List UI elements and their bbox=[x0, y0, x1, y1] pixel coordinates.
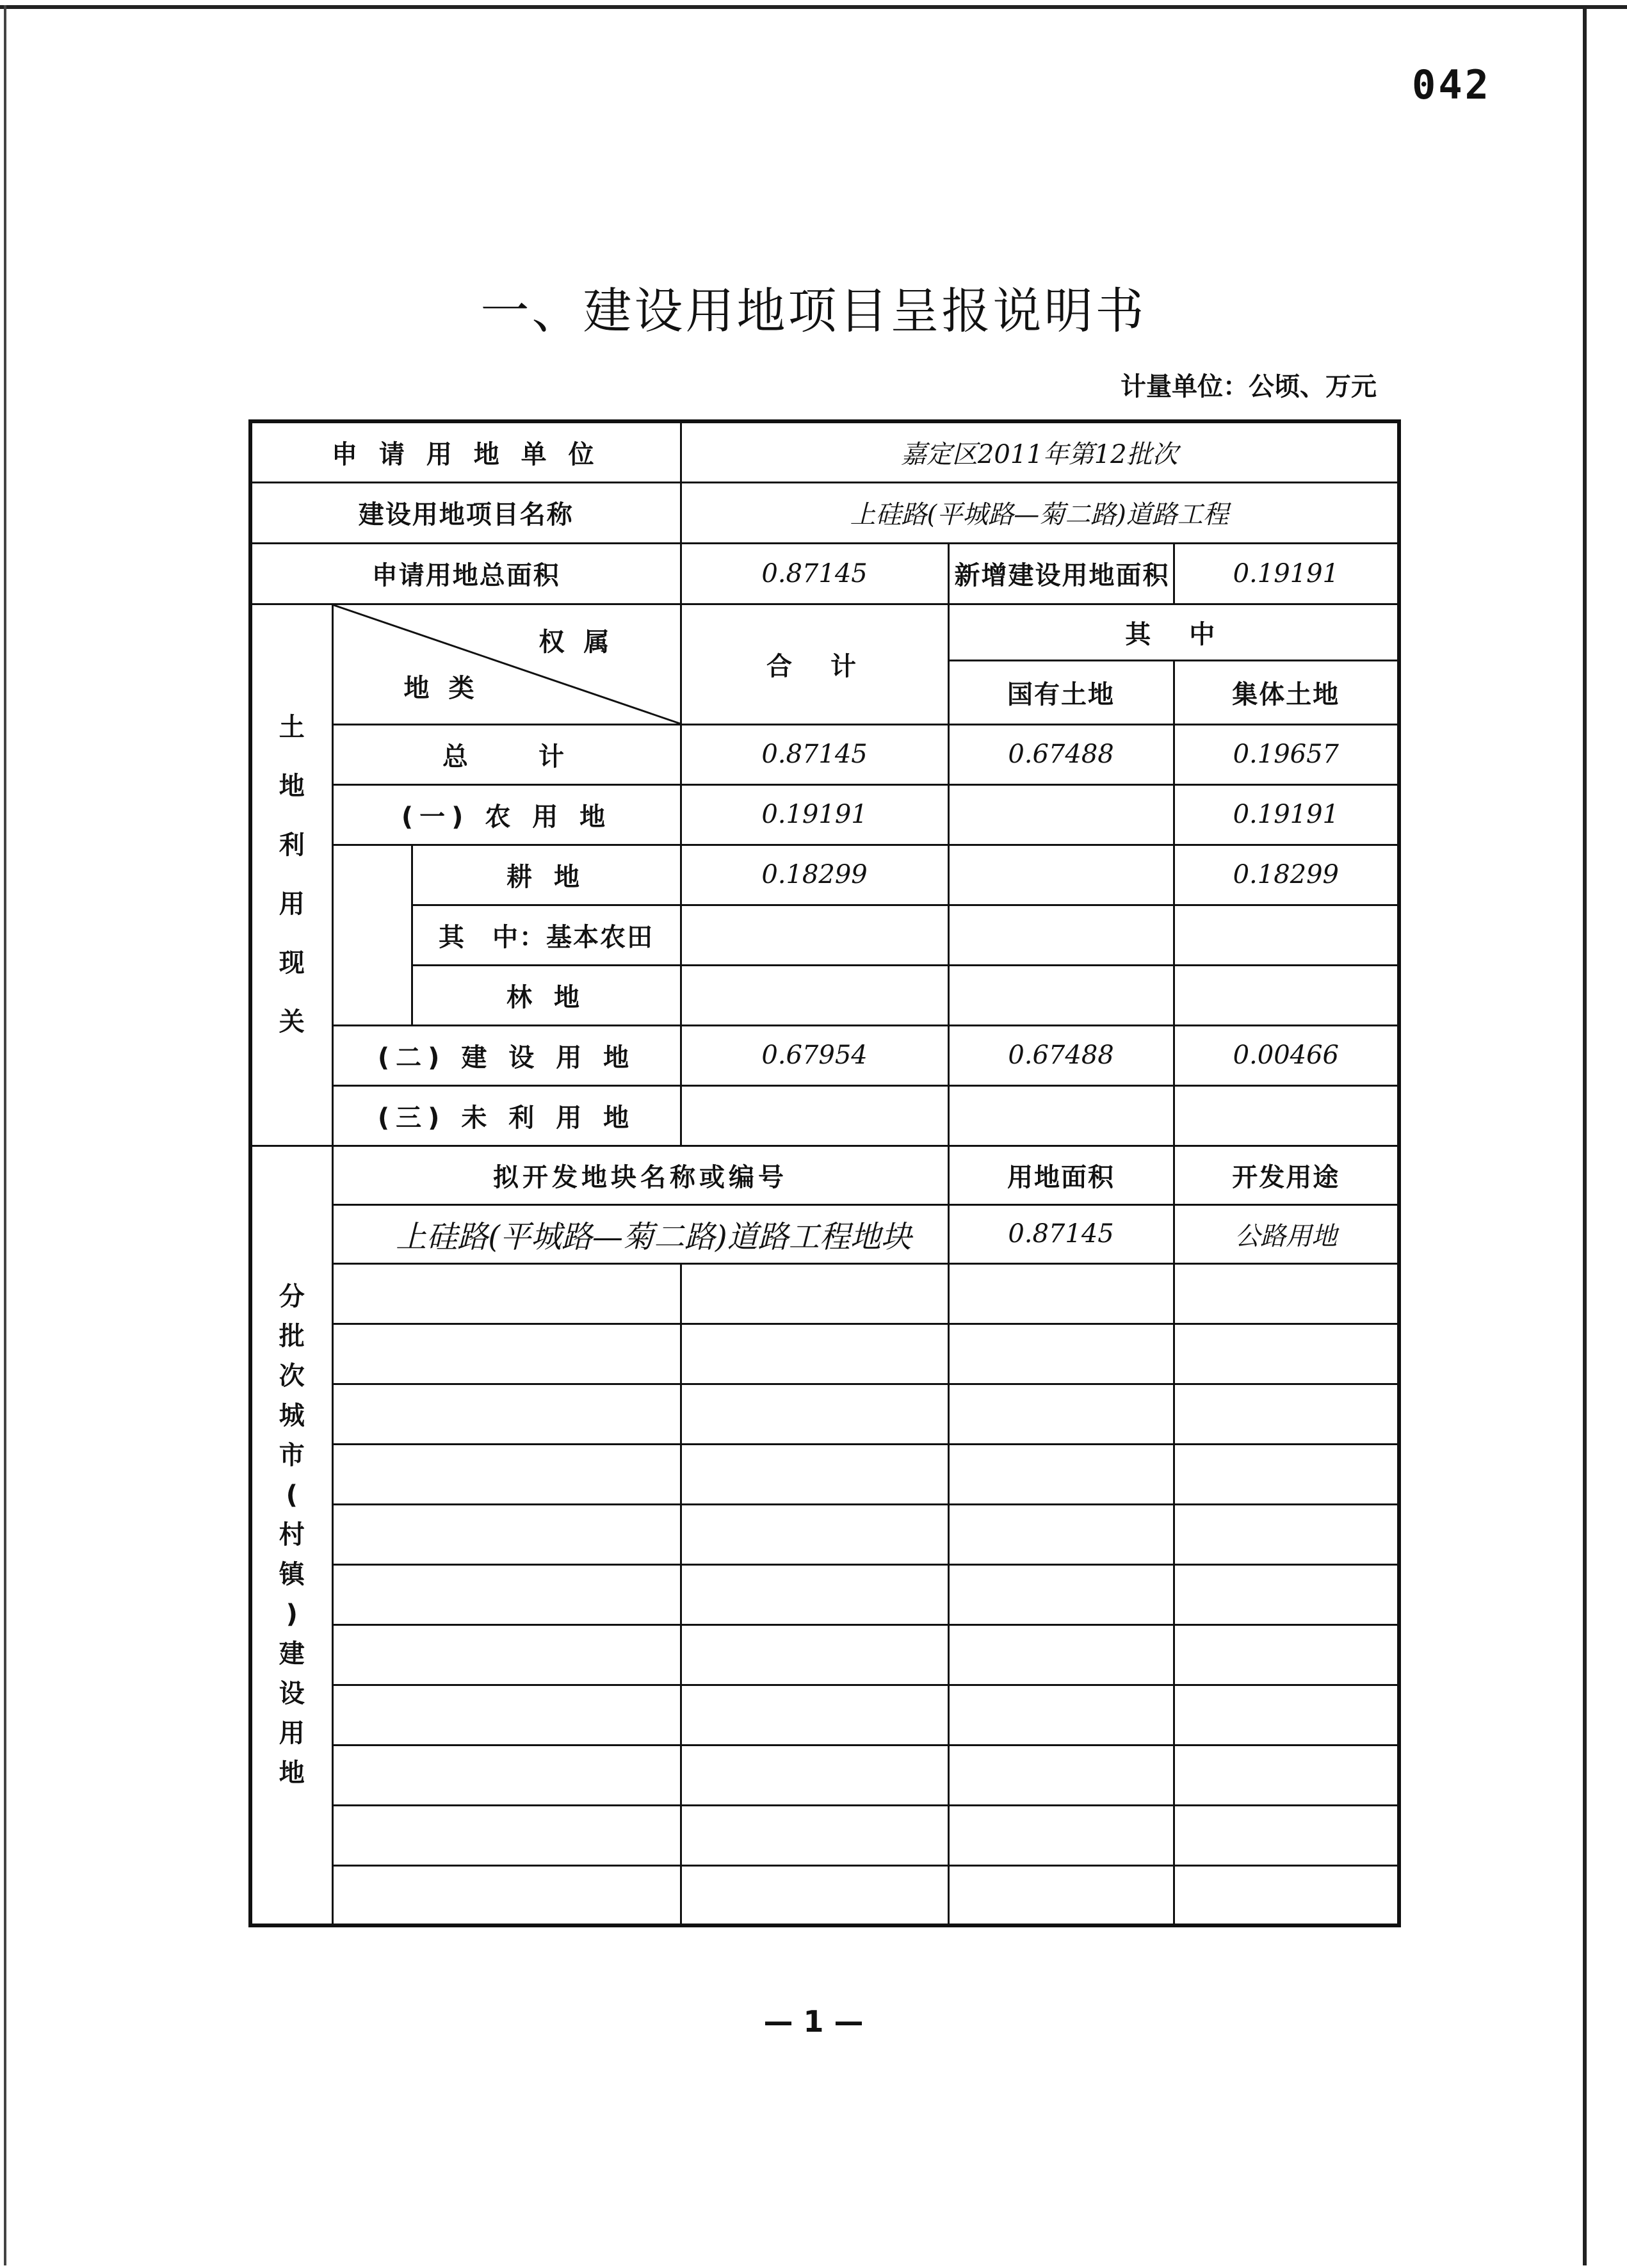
parcel-area: 0.87145 bbox=[948, 1204, 1174, 1263]
table-row bbox=[250, 1204, 1399, 1263]
row-total bbox=[681, 1085, 948, 1146]
applicant-row bbox=[250, 421, 1399, 482]
table-row bbox=[250, 1745, 1399, 1805]
table-row bbox=[250, 965, 1399, 1025]
diag-header-ownership: 权属 bbox=[538, 627, 629, 657]
row-label: 总 计 bbox=[332, 724, 681, 784]
row-label: 其 中：基本农田 bbox=[412, 905, 681, 965]
diag-header-landtype: 地类 bbox=[403, 673, 494, 703]
parcel-name: 上硅路(平城路—菊二路)道路工程地块 bbox=[332, 1204, 948, 1263]
table-row bbox=[250, 1324, 1399, 1384]
table-row bbox=[250, 1685, 1399, 1745]
col-collective-header: 集体土地 bbox=[1174, 660, 1399, 724]
footer-page-number: — 1 — bbox=[763, 2004, 864, 2039]
land-use-header-row-1 bbox=[250, 604, 1399, 660]
table-row bbox=[250, 905, 1399, 965]
table-row bbox=[250, 1865, 1399, 1925]
table-row bbox=[250, 1444, 1399, 1504]
row-label: (三) 未 利 用 地 bbox=[332, 1085, 681, 1146]
row-total: 0.19191 bbox=[681, 784, 948, 845]
new-area-label: 新增建设用地面积 bbox=[948, 543, 1174, 604]
row-collective: 0.18299 bbox=[1174, 845, 1399, 905]
row-state bbox=[948, 1085, 1174, 1146]
indent-spacer bbox=[332, 965, 412, 1025]
row-collective: 0.00466 bbox=[1174, 1025, 1399, 1085]
row-total: 0.18299 bbox=[681, 845, 948, 905]
row-state: 0.67488 bbox=[948, 1025, 1174, 1085]
table-row bbox=[250, 1263, 1399, 1324]
row-state bbox=[948, 965, 1174, 1025]
row-label: (一) 农 用 地 bbox=[332, 784, 681, 845]
row-total bbox=[681, 905, 948, 965]
parcels-side-label: 分 批 次 城 市 ( 村 镇 ) 建 设 用 地 bbox=[250, 1146, 332, 1925]
indent-spacer bbox=[332, 905, 412, 965]
row-state bbox=[948, 784, 1174, 845]
row-collective: 0.19191 bbox=[1174, 784, 1399, 845]
unit-note: 计量单位：公顷、万元 bbox=[1121, 372, 1377, 401]
table-row bbox=[250, 1384, 1399, 1444]
table-row bbox=[250, 1805, 1399, 1865]
page-border-left bbox=[4, 5, 6, 2265]
row-collective bbox=[1174, 905, 1399, 965]
table-row bbox=[250, 784, 1399, 845]
table-row bbox=[250, 845, 1399, 905]
application-form bbox=[248, 419, 1401, 1927]
row-state bbox=[948, 905, 1174, 965]
col-state-header: 国有土地 bbox=[948, 660, 1174, 724]
row-label: 林 地 bbox=[412, 965, 681, 1025]
area-row bbox=[250, 543, 1399, 604]
row-total bbox=[681, 965, 948, 1025]
parcel-use: 公路用地 bbox=[1174, 1204, 1399, 1263]
table-row bbox=[250, 1085, 1399, 1146]
project-label: 建设用地项目名称 bbox=[250, 482, 681, 543]
indent-spacer bbox=[332, 845, 412, 905]
page-border-top bbox=[0, 5, 1627, 9]
row-label: 耕 地 bbox=[412, 845, 681, 905]
land-use-side-label: 土 地 利 用 现 关 bbox=[250, 604, 332, 1146]
row-collective: 0.19657 bbox=[1174, 724, 1399, 784]
total-area-label: 申请用地总面积 bbox=[250, 543, 681, 604]
col-parcel-use-header: 开发用途 bbox=[1174, 1146, 1399, 1204]
applicant-value: 嘉定区2011年第12批次 bbox=[681, 421, 1399, 482]
col-qizhong-header: 其 中 bbox=[948, 604, 1399, 660]
col-total-header: 合 计 bbox=[681, 604, 948, 724]
table-row bbox=[250, 1564, 1399, 1624]
table-row bbox=[250, 1025, 1399, 1085]
applicant-label: 申 请 用 地 单 位 bbox=[250, 421, 681, 482]
project-row bbox=[250, 482, 1399, 543]
row-collective bbox=[1174, 1085, 1399, 1146]
row-state bbox=[948, 845, 1174, 905]
col-parcel-name-header: 拟开发地块名称或编号 bbox=[332, 1146, 948, 1204]
document-title: 一、建设用地项目呈报说明书 bbox=[480, 282, 1147, 339]
row-label: (二) 建 设 用 地 bbox=[332, 1025, 681, 1085]
col-parcel-area-header: 用地面积 bbox=[948, 1146, 1174, 1204]
diagonal-header-cell bbox=[332, 604, 681, 724]
row-collective bbox=[1174, 965, 1399, 1025]
project-value: 上硅路(平城路—菊二路)道路工程 bbox=[681, 482, 1399, 543]
row-state: 0.67488 bbox=[948, 724, 1174, 784]
page-border-right bbox=[1583, 5, 1587, 2265]
new-area-value: 0.19191 bbox=[1174, 543, 1399, 604]
total-area-value: 0.87145 bbox=[681, 543, 948, 604]
table-row bbox=[250, 1624, 1399, 1685]
table-row bbox=[250, 724, 1399, 784]
page-number: 042 bbox=[1412, 61, 1491, 108]
row-total: 0.87145 bbox=[681, 724, 948, 784]
row-total: 0.67954 bbox=[681, 1025, 948, 1085]
parcels-header-row bbox=[250, 1146, 1399, 1204]
table-row bbox=[250, 1504, 1399, 1564]
